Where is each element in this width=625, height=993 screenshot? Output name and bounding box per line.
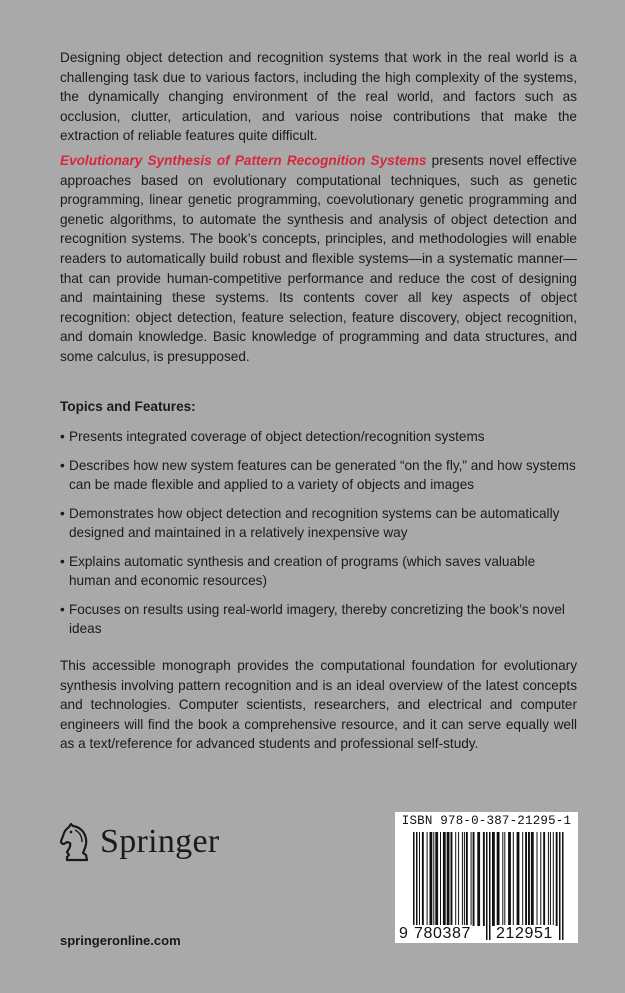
- chess-knight-icon: [58, 822, 96, 862]
- barcode-bar: [556, 832, 558, 926]
- isbn-barcode: [395, 812, 578, 943]
- intro-paragraph: Designing object detection and recognition systems that work in the real world is a challenging task due to various factors, including the high complexity of the systems, the dynamically changing environment of the real world, and factors such as occlusion, clutter, articulation, and various noise contributions that make the extraction of reliable features quite difficult.: [60, 50, 577, 144]
- barcode-bar: [433, 832, 434, 926]
- barcode-guard-bar: [489, 832, 491, 940]
- barcode-bar: [513, 832, 514, 926]
- barcode-bar: [504, 832, 505, 926]
- barcode-bar: [455, 832, 456, 926]
- barcode-bar: [497, 832, 500, 926]
- barcode-guard-bar: [413, 832, 415, 940]
- barcode-bar: [422, 832, 424, 926]
- list-item: • Describes how new system features can be generated “on the fly,” and how systems can be made flexible and applied to a variety of objects and images: [60, 456, 580, 494]
- barcode-bar: [502, 832, 503, 926]
- barcode-bar: [548, 832, 549, 926]
- barcode-bar: [427, 832, 428, 926]
- barcode-bar: [419, 832, 420, 926]
- barcode-bar: [443, 832, 446, 926]
- barcode-digits: [395, 925, 578, 943]
- list-item: • Presents integrated coverage of object detection/recognition systems: [60, 427, 580, 446]
- barcode-bar: [522, 832, 523, 926]
- publisher-website[interactable]: springeronline.com: [60, 933, 181, 948]
- barcode-digits-right: 212951: [496, 925, 553, 942]
- barcode-bar: [458, 832, 459, 926]
- barcode-bar: [543, 832, 545, 926]
- barcode-bar: [528, 832, 530, 926]
- barcode-bar: [466, 832, 468, 926]
- barcode-bar: [435, 832, 438, 926]
- springer-wordmark: Springer: [100, 823, 220, 860]
- barcode-bar: [553, 832, 554, 926]
- list-item: • Focuses on results using real-world imagery, thereby concretizing the book’s novel ideas: [60, 600, 580, 638]
- springer-logo: [58, 822, 220, 862]
- barcode-bar: [540, 832, 541, 926]
- barcode-digit-first: 9: [399, 925, 408, 942]
- barcode-bar: [508, 832, 511, 926]
- isbn-label: ISBN 978-0-387-21295-1: [401, 814, 572, 828]
- barcode-guard-bar: [559, 832, 561, 940]
- barcode-bar: [471, 832, 472, 926]
- book-title: Evolutionary Synthesis of Pattern Recognition Systems: [60, 153, 427, 168]
- barcode-bar: [477, 832, 480, 926]
- barcode-bar: [525, 832, 527, 926]
- barcode-bar: [430, 832, 433, 926]
- barcode-bar: [440, 832, 441, 926]
- closing-paragraph: This accessible monograph provides the computational foundation for evolutionary synthesis involving pattern recognition and is an ideal overview of the latest concepts and technologies. Computer scientists, researchers, and electrical and computer engineers will find the book a comprehensive resource, and it can serve equally well as a text/reference for advanced students and professional self-study.: [60, 658, 577, 752]
- barcode-bar: [531, 832, 534, 926]
- barcode-digits-left: 780387: [414, 925, 471, 942]
- topics-list: [60, 427, 580, 648]
- barcode-bar: [462, 832, 463, 926]
- barcode-guard-bar: [486, 832, 488, 940]
- list-item: • Explains automatic synthesis and creation of programs (which saves valuable human and economic resources): [60, 552, 580, 590]
- barcode-bar: [464, 832, 465, 926]
- list-item: • Demonstrates how object detection and recognition systems can be automatically designed and maintained in a relatively inexpensive way: [60, 504, 580, 542]
- barcode-guard-bar: [562, 832, 564, 940]
- barcode-guard-bar: [416, 832, 418, 940]
- barcode-bar: [447, 832, 450, 926]
- barcode-bar: [473, 832, 475, 926]
- barcode-bar: [550, 832, 551, 926]
- barcode-bar: [517, 832, 520, 926]
- barcode-bar: [483, 832, 485, 926]
- barcode-bar: [492, 832, 495, 926]
- description-text: presents novel effective approaches based on evolutionary computational techniques, such as genetic programming, linear genetic programming, coevolutionary genetic programming and genetic algorithms, to automate the synthesis and analysis of object detection and recognition systems. The book’s concepts, principles, and methodologies will enable readers to automatically build robust and flexible systems—in a systematic manner—that can provide human-competitive performance and reduce the cost of designing and maintaining these systems. Its contents cover all key aspects of object recognition: object detection, feature selection, feature discovery, object recognition, and domain knowledge. Basic knowledge of programming and data structures, and some calculus, is presupposed.: [60, 153, 577, 364]
- topics-heading: Topics and Features:: [60, 399, 196, 414]
- barcode-bar: [451, 832, 453, 926]
- description-paragraph: [60, 151, 577, 367]
- barcode-bar: [537, 832, 538, 926]
